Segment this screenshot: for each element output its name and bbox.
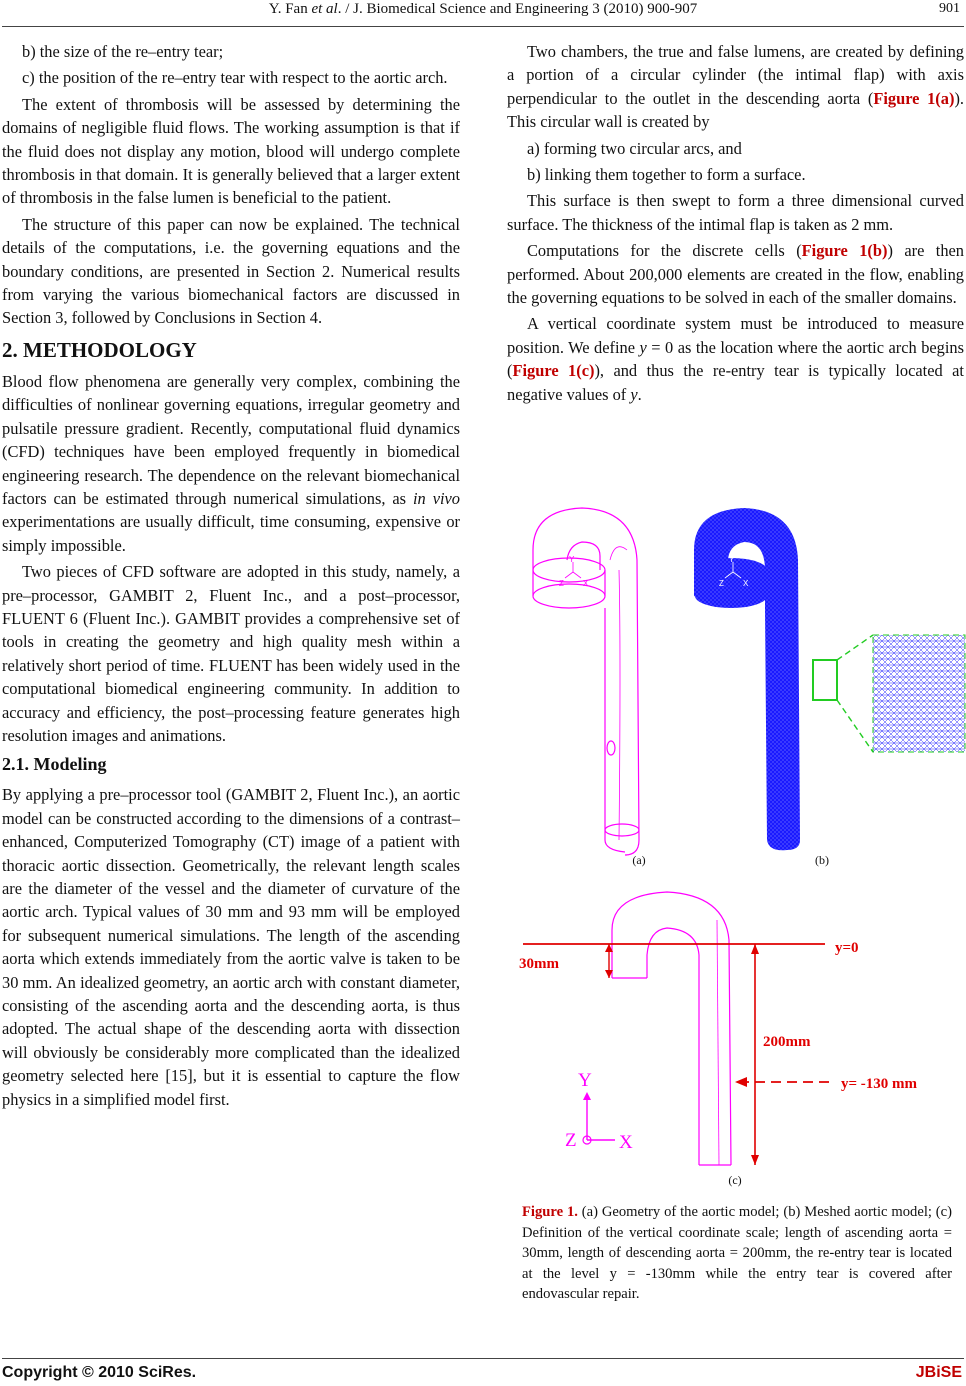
running-title-journal: . / J. Biomedical Science and Engineering 3 (2010) 900-907: [337, 1, 698, 17]
aortic-model-mesh: [694, 508, 965, 850]
paragraph-blood-flow-text-end: experimentations are usually difficult, time consuming, expensive or simply impossible.: [2, 512, 460, 555]
paragraph-computations: [507, 239, 964, 309]
figure-ref-1a[interactable]: Figure 1(a): [873, 88, 955, 108]
axis-label-z: Z: [565, 1130, 577, 1151]
figure-caption: [522, 1202, 952, 1305]
label-y-minus-130: y= -130 mm: [841, 1076, 918, 1092]
variable-y-2: y: [630, 384, 638, 404]
figure-ref-1b[interactable]: Figure 1(b): [801, 241, 888, 261]
wireframe-axis-y: Y: [569, 555, 575, 564]
running-title-authors: Y. Fan: [268, 1, 312, 17]
list-item-arcs: a) forming two circular arcs, and: [527, 138, 742, 158]
paragraph-surface: This surface is then swept to form a three dimensional curved surface. The thickness of the intimal flap is taken as 2 mm.: [507, 191, 964, 234]
paragraph-coordinate-text-end: .: [637, 384, 642, 404]
section-heading-methodology: 2. METHODOLOGY: [2, 337, 197, 362]
mesh-axis-z: Z: [719, 579, 724, 588]
paragraph-blood-flow-text: Blood flow phenomena are generally very complex, combining the difficulties of nonlinear governing equations, irregular geometry and pulsatile pressure gradient. Recently, computational fluid dynamics (CFD) techniques have been employed frequently in biomedical engineering research. The dependence on the relevant biomechanical factors can be estimated through numerical simulations, as: [2, 371, 460, 508]
figure-1: [507, 500, 966, 1200]
footer-rule: [2, 1358, 964, 1359]
list-item-c: c) the position of the re–entry tear with respect to the aortic arch.: [22, 68, 448, 88]
wireframe-axis-z: Z: [559, 579, 564, 588]
list-item-b: b) the size of the re–entry tear;: [22, 42, 224, 61]
paragraph-coordinate: [507, 312, 964, 406]
page-header: [0, 0, 966, 24]
paragraph-coordinate-text-2: = 0 as the location where the aortic arch begins (: [507, 337, 964, 381]
left-column: [2, 40, 460, 1114]
dimension-30mm: 30mm: [519, 956, 559, 972]
figure-label-c: (c): [728, 1173, 742, 1187]
figure-caption-text: (a) Geometry of the aortic model; (b) Meshed aortic model; (c) Definition of the vertical coordinate scale; length of ascending aorta = 30mm, length of descending aorta = 200mm, the re-entry tear is located at the level y = -130mm while the entry tear is covered after endovascular repair.: [522, 1204, 953, 1303]
variable-y: y: [639, 337, 647, 357]
footer-journal: JBiSE: [915, 1364, 962, 1381]
paragraph-thrombosis: The extent of thrombosis will be assessed by determining the domains of negligible fluid flows. The working assumption is that if the fluid does not display any motion, blood will undergo complete thrombosis in that domain. It is generally believed that a larger extent of thrombosis in the false lumen is beneficial to the patient.: [2, 94, 460, 208]
coordinate-scale-diagram: [519, 892, 918, 1187]
paragraph-computations-text: Computations for the discrete cells (: [527, 241, 802, 261]
paragraph-coordinate-text: A vertical coordinate system must be introduced to measure position. We define: [507, 314, 964, 357]
dimension-200mm: 200mm: [763, 1034, 811, 1050]
in-vivo-term: in vivo: [413, 488, 460, 508]
header-rule: [2, 26, 964, 27]
wireframe-axis-x: X: [583, 579, 589, 588]
paragraph-chambers: [507, 40, 964, 134]
mesh-axis-x: X: [743, 579, 749, 588]
paragraph-coordinate-text-3: ), and thus the re-entry tear is typically located at negative values of: [507, 361, 964, 404]
paragraph-structure: The structure of this paper can now be explained. The technical details of the computations, i.e. the governing equations and the boundary conditions, are presented in Section 2. Numerical results from varying the various biomechanical factors are discussed in Section 3, followed by Conclusions in Section 4.: [2, 214, 460, 328]
footer-copyright: Copyright © 2010 SciRes.: [2, 1364, 197, 1381]
page-number: 901: [939, 1, 960, 16]
paragraph-software: Two pieces of CFD software are adopted in this study, namely, a pre–processor, GAMBIT 2, Fluent Inc., and a post–processor, FLUENT 6 (Fluent Inc.). GAMBIT provides a comprehensive set of tools in creating the geometry and high quality mesh within a relatively short period of time. FLUENT has been widely used in the computational biomedical engineering community. In addition to accuracy and efficiency, the post–processing feature generates high resolution images and animations.: [2, 562, 460, 745]
figure-ref-1c[interactable]: Figure 1(c): [512, 361, 595, 381]
figure-label-a: (a): [632, 853, 646, 867]
mesh-axis-y: Y: [729, 555, 735, 564]
figure-1-svg: [507, 500, 966, 1200]
figure-label-b: (b): [815, 853, 829, 867]
paragraph-chambers-text: Two chambers, the true and false lumens, are created by defining a portion of a circular cylinder (the intimal flap) with axis perpendicular to the outlet in the descending aorta (: [507, 42, 964, 108]
paragraph-computations-text-end: ) are then performed. About 200,000 elements are created in the flow, enabling the governing equations to be solved in each of the smaller domains.: [507, 241, 964, 308]
axis-label-y: Y: [578, 1070, 592, 1091]
right-column: [507, 40, 964, 409]
axis-label-x: X: [619, 1132, 633, 1153]
list-item-surface: b) linking them together to form a surface.: [527, 165, 806, 185]
running-title-etal: et al: [311, 1, 338, 17]
paragraph-chambers-text-end: ). This circular wall is created by: [507, 88, 964, 132]
aortic-geometry-wireframe: [533, 508, 639, 855]
running-title: [0, 1, 966, 18]
figure-caption-label: Figure 1.: [522, 1204, 578, 1220]
paragraph-blood-flow: [2, 370, 460, 557]
label-y-zero: y=0: [835, 940, 859, 956]
subsection-heading-modeling: 2.1. Modeling: [2, 754, 107, 775]
paragraph-modeling: By applying a pre–processor tool (GAMBIT 2, Fluent Inc.), an aortic model can be constructed according to the dimensions of a contrast–enhanced, Computerized Tomography (CT) image of a patient with thoracic aortic dissection. Geometrically, the relevant length scales are the diameter of the vessel and the diameter of curvature of the aortic arch. Typical values of 30 mm and 93 mm will be employed for subsequent numerical simulations. The length of the ascending aorta which extends immediately from the aortic valve is taken to be 30 mm. An idealized geometry, an aortic arch with constant diameter, consisting of the ascending aorta and the descending aorta, is thus adopted. The actual shape of the descending aorta with dissection will obviously be considerably more complicated than the idealized geometry selected here [15], but it is essential to capture the flow physics in a simplified model first.: [2, 785, 460, 1109]
